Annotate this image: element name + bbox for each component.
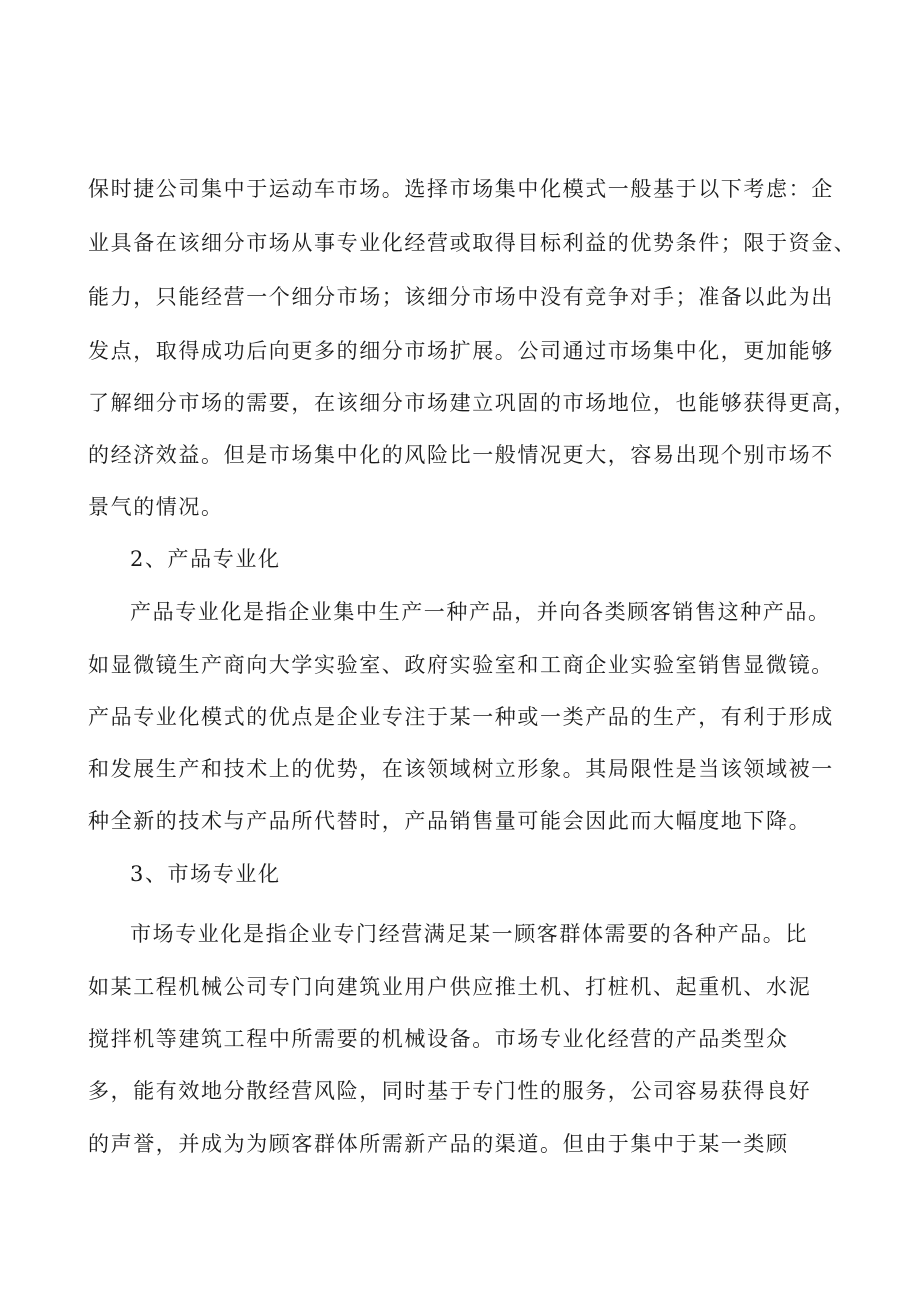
section-heading: 2、产品专业化 xyxy=(130,547,281,571)
paragraph-line: 和发展生产和技术上的优势，在该领域树立形象。其局限性是当该领域被一 xyxy=(88,757,834,781)
paragraph-line: 业具备在该细分市场从事专业化经营或取得目标利益的优势条件；限于资金、 xyxy=(88,231,857,255)
paragraph-line: 保时捷公司集中于运动车市场。选择市场集中化模式一般基于以下考虑：企 xyxy=(88,177,834,201)
paragraph-line: 能力，只能经营一个细分市场；该细分市场中没有竞争对手；准备以此为出 xyxy=(88,285,834,309)
paragraph-line: 种全新的技术与产品所代替时，产品销售量可能会因此而大幅度地下降。 xyxy=(88,809,812,833)
paragraph-line: 的经济效益。但是市场集中化的风险比一般情况更大，容易出现个别市场不 xyxy=(88,443,834,467)
paragraph-line: 发点，取得成功后向更多的细分市场扩展。公司通过市场集中化，更加能够 xyxy=(88,339,834,363)
section-heading: 3、市场专业化 xyxy=(130,862,281,886)
paragraph-line: 景气的情况。 xyxy=(88,495,224,519)
paragraph-line: 产品专业化模式的优点是企业专注于某一种或一类产品的生产，有利于形成 xyxy=(88,705,834,729)
paragraph-line: 市场专业化是指企业专门经营满足某一顾客群体需要的各种产品。比 xyxy=(130,922,808,946)
paragraph-line: 产品专业化是指企业集中生产一种产品，并向各类顾客销售这种产品。 xyxy=(130,600,831,624)
paragraph-line: 如显微镜生产商向大学实验室、政府实验室和工商企业实验室销售显微镜。 xyxy=(88,653,834,677)
paragraph-line: 多，能有效地分散经营风险，同时基于专门性的服务，公司容易获得良好 xyxy=(88,1079,812,1103)
paragraph-line: 搅拌机等建筑工程中所需要的机械设备。市场专业化经营的产品类型众 xyxy=(88,1027,789,1051)
paragraph-line: 如某工程机械公司专门向建筑业用户供应推土机、打桩机、起重机、水泥 xyxy=(88,975,812,999)
paragraph-line: 了解细分市场的需要，在该细分市场建立巩固的市场地位，也能够获得更高， xyxy=(88,391,857,415)
paragraph-line: 的声誉，并成为为顾客群体所需新产品的渠道。但由于集中于某一类顾 xyxy=(88,1132,789,1156)
